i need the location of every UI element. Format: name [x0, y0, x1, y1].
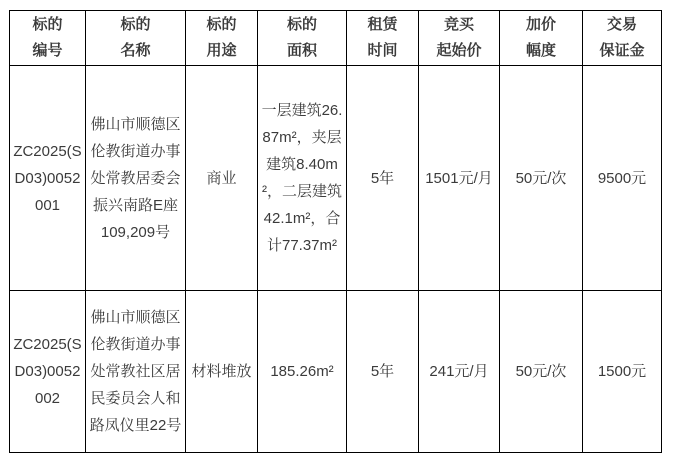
header-line: 标的 [32, 16, 63, 33]
cell-name: 佛山市顺德区伦教街道办事处常教社区居民委员会人和路凤仪里22号 [86, 291, 186, 453]
header-line: 加价 [525, 16, 556, 33]
col-header-bid-number [10, 11, 86, 66]
header-line: 交易 [606, 16, 637, 33]
cell-bid-number: ZC2025(SD03)0052002 [10, 291, 86, 453]
cell-use: 商业 [186, 66, 258, 291]
cell-starting-price: 1501元/月 [419, 66, 500, 291]
cell-bid-increment: 50元/次 [500, 291, 583, 453]
cell-lease-term: 5年 [347, 291, 419, 453]
header-line: 用途 [206, 42, 237, 59]
col-header-use [186, 11, 258, 66]
header-line: 标的 [206, 16, 237, 33]
cell-area: 一层建筑26.87m²，夹层建筑8.40m²，二层建筑42.1m²，合计77.37m² [258, 66, 347, 291]
header-line: 竞买 [443, 16, 474, 33]
auction-listing-table [9, 10, 662, 453]
col-header-lease-term [347, 11, 419, 66]
cell-starting-price: 241元/月 [419, 291, 500, 453]
header-line: 保证金 [599, 42, 645, 59]
cell-name: 佛山市顺德区伦教街道办事处常教居委会振兴南路E座109,209号 [86, 66, 186, 291]
document-page [9, 10, 662, 453]
header-line: 起始价 [436, 42, 482, 59]
cell-deposit: 9500元 [583, 66, 662, 291]
header-line: 租赁 [367, 16, 398, 33]
header-line: 标的 [286, 16, 317, 33]
table-header-row [10, 11, 662, 66]
header-line: 时间 [367, 42, 398, 59]
cell-lease-term: 5年 [347, 66, 419, 291]
col-header-bid-increment [500, 11, 583, 66]
col-header-deposit [583, 11, 662, 66]
col-header-name [86, 11, 186, 66]
header-line: 编号 [32, 42, 63, 59]
col-header-starting-price [419, 11, 500, 66]
header-line: 面积 [286, 42, 317, 59]
table-row [10, 66, 662, 291]
col-header-area [258, 11, 347, 66]
cell-use: 材料堆放 [186, 291, 258, 453]
cell-bid-increment: 50元/次 [500, 66, 583, 291]
cell-bid-number: ZC2025(SD03)0052001 [10, 66, 86, 291]
header-line: 名称 [120, 42, 151, 59]
cell-deposit: 1500元 [583, 291, 662, 453]
cell-area: 185.26m² [258, 291, 347, 453]
header-line: 幅度 [525, 42, 556, 59]
table-row [10, 291, 662, 453]
header-line: 标的 [120, 16, 151, 33]
